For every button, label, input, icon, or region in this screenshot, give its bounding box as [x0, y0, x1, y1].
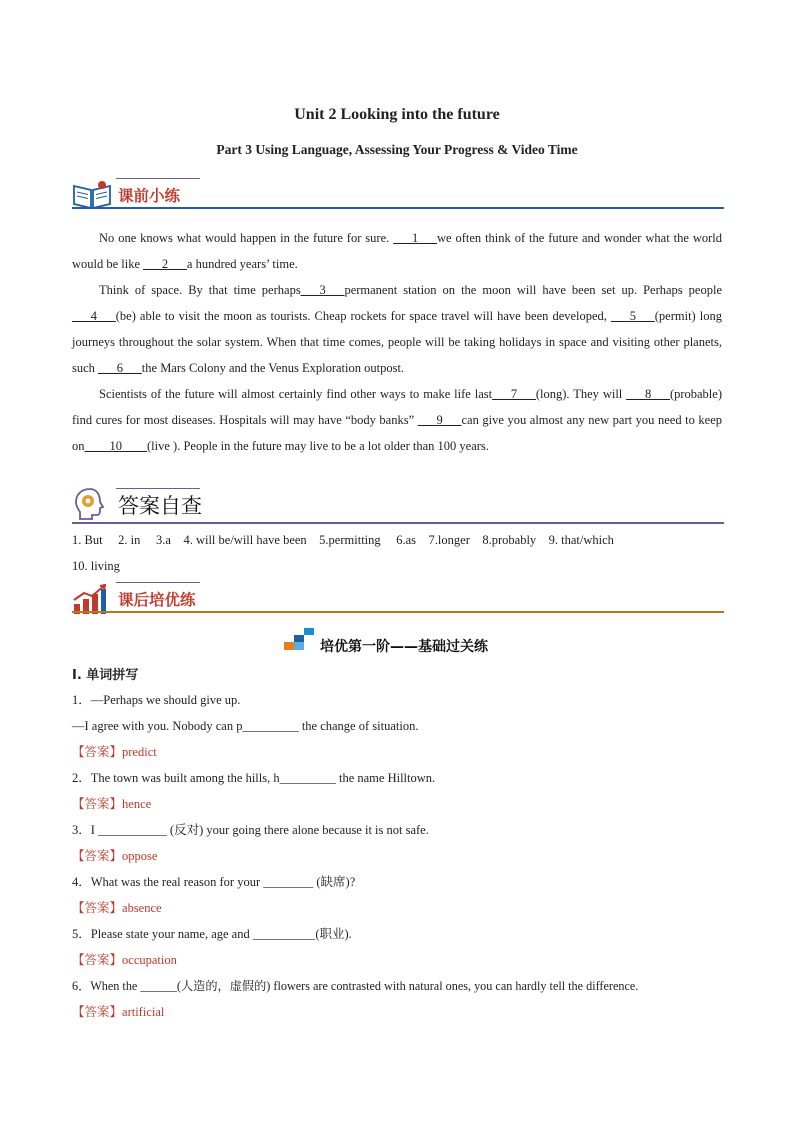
- answer-tag: 【答案】: [72, 796, 123, 811]
- header-top-rule: [116, 488, 200, 489]
- section-header-pre-class: [72, 174, 724, 214]
- blank-9: ___9___: [417, 413, 462, 427]
- blank-3: ___3___: [300, 283, 345, 297]
- answer-1: 【答案】predict: [72, 744, 157, 759]
- header-bottom-rule: [72, 207, 724, 209]
- section-label-after-class: 课后培优练: [118, 591, 196, 609]
- section-label-self-check: 答案自查: [118, 494, 202, 518]
- answer-6: 【答案】artificial: [72, 1004, 165, 1019]
- answer-tag: 【答案】: [72, 952, 123, 967]
- answer-tag: 【答案】: [72, 848, 123, 863]
- blank-8: ___8___: [626, 387, 670, 401]
- question-6: 6．When the ______(人造的，虚假的) flowers are contrasted with natural ones, you can hardly tell the difference.: [72, 979, 639, 993]
- answer-3: 【答案】oppose: [72, 848, 158, 863]
- cloze-passage: [72, 225, 722, 459]
- passage-paragraph-3: Scientists of the future will almost certainly find other ways to make life last___7___(long). They will ___8___(probable) find cures for most diseases. Hospitals will may have “body banks” ___9___can give you almost any new part you need to keep on____10____(live ). People in the future may live to be a lot older than 100 years.: [72, 387, 723, 453]
- answer-tag: 【答案】: [72, 1004, 123, 1019]
- question-2: 2．The town was built among the hills, h_________ the name Hilltown.: [72, 771, 436, 785]
- blank-4: ___4___: [72, 309, 116, 323]
- part-heading-spelling: I. 单词拼写: [72, 668, 139, 683]
- blank-2: ___2___: [143, 257, 187, 271]
- header-bottom-rule: [72, 611, 724, 613]
- question-3: 3．I ___________ (反对) your going there alone because it is not safe.: [72, 823, 429, 837]
- answer-4: 【答案】absence: [72, 900, 162, 915]
- answer-key-line-1: 1. But 2. in 3.a 4. will be/will have been 5.permitting 6.as 7.longer 8.probably 9. that/which: [72, 533, 614, 547]
- section-header-self-check: [72, 484, 724, 526]
- answer-key-line-2: 10. living: [72, 559, 120, 573]
- header-top-rule: [116, 178, 200, 179]
- header-bottom-rule: [72, 522, 724, 524]
- answer-tag: 【答案】: [72, 744, 123, 759]
- question-1-line-a: 1．—Perhaps we should give up.: [72, 693, 241, 707]
- stairs-icon: [284, 626, 318, 652]
- header-top-rule: [116, 582, 200, 583]
- answer-key: [72, 527, 722, 579]
- section-label-pre-class: 课前小练: [118, 187, 181, 205]
- passage-paragraph-1: No one knows what would happen in the future for sure. ___1___we often think of the future and wonder what the world would be like ___2___a hundred years’ time.: [72, 231, 722, 271]
- page-title: Unit 2 Looking into the future: [294, 106, 500, 123]
- question-1-line-b: —I agree with you. Nobody can p_________ the change of situation.: [72, 719, 419, 733]
- thinking-head-icon: [72, 486, 108, 522]
- answer-5: 【答案】occupation: [72, 952, 177, 967]
- question-5: 5．Please state your name, age and __________(职业).: [72, 927, 352, 941]
- spelling-question-list: [72, 687, 724, 1025]
- blank-1: ___1___: [393, 231, 437, 245]
- answer-tag: 【答案】: [72, 900, 123, 915]
- blank-5: ___5___: [611, 309, 655, 323]
- answer-2: 【答案】hence: [72, 796, 152, 811]
- open-book-icon: [72, 180, 112, 210]
- blank-7: ___7___: [492, 387, 536, 401]
- question-4: 4．What was the real reason for your ________ (缺席)?: [72, 875, 356, 889]
- passage-paragraph-2: Think of space. By that time perhaps___3___permanent station on the moon will have been set up. Perhaps people ___4___(be) able to visit the moon as tourists. Cheap rockets for space travel will have been developed, ___5___(permit) long journeys throughout the solar system. When that time comes, people will be taking holidays in space and visiting other planets, such ___6___the Mars Colony and the Venus Exploration outpost.: [72, 283, 723, 375]
- section-header-after-class: [72, 578, 724, 618]
- tier-one-label: 培优第一阶——基础过关练: [320, 639, 488, 655]
- blank-6: ___6___: [98, 361, 142, 375]
- page-subtitle: Part 3 Using Language, Assessing Your Progress & Video Time: [216, 142, 578, 157]
- tier-one-header: [284, 624, 544, 658]
- blank-10: ____10____: [84, 439, 147, 453]
